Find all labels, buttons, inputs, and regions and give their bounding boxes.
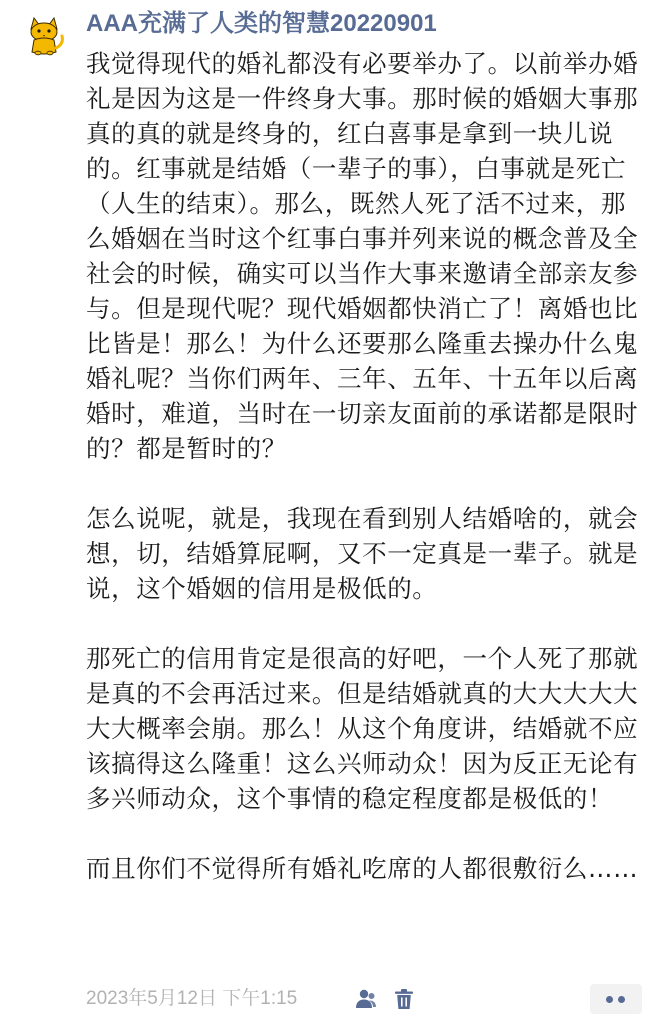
post-paragraph: 怎么说呢，就是，我现在看到别人结婚啥的，就会想，切，结婚算屁啊，又不一定真是一辈子。就是说，这个婚姻的信用是极低的。 [86, 504, 639, 603]
trash-icon[interactable] [392, 987, 416, 1011]
more-dot-icon [618, 996, 625, 1003]
post-content [86, 46, 642, 886]
privacy-person-icon[interactable] [354, 987, 378, 1011]
more-actions-button[interactable] [590, 984, 642, 1014]
post-author-name[interactable]: AAA充满了人类的智慧20220901 [86, 10, 437, 37]
more-dot-icon [606, 996, 613, 1003]
post-footer [86, 984, 642, 1014]
post-paragraph: 而且你们不觉得所有婚礼吃席的人都很敷衍么…… [86, 854, 639, 883]
avatar[interactable] [20, 10, 68, 58]
post-paragraph: 那死亡的信用肯定是很高的好吧，一个人死了那就是真的不会再活过来。但是结婚就真的大大大大大大大概率会崩。那么！从这个角度讲，结婚就不应该搞得这么隆重！这么兴师动众！因为反正无论有多兴师动众，这个事情的稳定程度都是极低的！ [86, 644, 639, 813]
post-paragraph: 我觉得现代的婚礼都没有必要举办了。以前举办婚礼是因为这是一件终身大事。那时候的婚姻大事那真的真的就是终身的，红白喜事是拿到一块儿说的。红事就是结婚（一辈子的事），白事就是死亡（人生的结束）。那么，既然人死了活不过来，那么婚姻在当时这个红事白事并列来说的概念普及全社会的时候，确实可以当作大事来邀请全部亲友参与。但是现代呢？现代婚姻都快消亡了！离婚也比比皆是！那么！为什么还要那么隆重去操办什么鬼婚礼呢？当你们两年、三年、五年、十五年以后离婚时，难道，当时在一切亲友面前的承诺都是限时的？都是暂时的？ [86, 49, 639, 463]
post-timestamp: 2023年5月12日 下午1:15 [86, 988, 298, 1009]
cat-avatar-icon [20, 10, 68, 58]
